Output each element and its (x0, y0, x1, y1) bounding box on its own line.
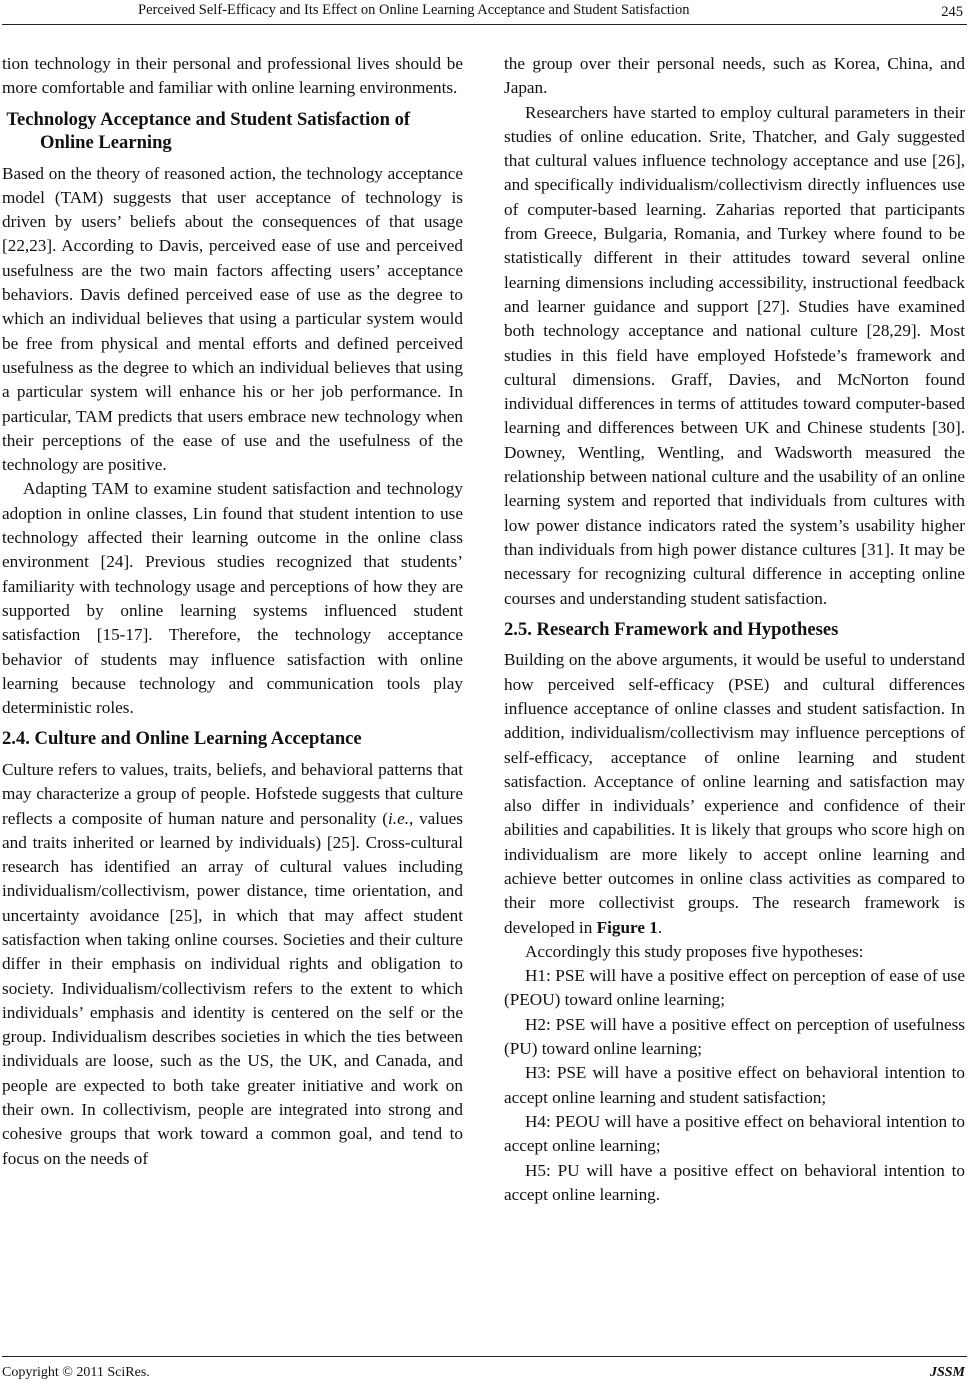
running-title: Perceived Self-Efficacy and Its Effect on Online Learning Acceptance and Student Satisfaction (138, 2, 690, 18)
right-column (504, 52, 965, 1207)
paragraph-culture: Culture refers to values, traits, beliefs, and behavioral patterns that may characterize a group of people. Hofstede suggests that culture reflects a composite of human nature and personality (i.e., values and traits inherited or learned by individuals) [25]. Cross-cultural research has identified an array of cultural values including individualism/collectivism, power distance, time orientation, and uncertainty avoidance [25], in which that may affect student satisfaction when taking online courses. Societies and their culture differ in their emphasis on individual rights and obligation to society. Individualism/collectivism refers to the extent to which individuals’ emphasis and identity is centered on the self or the group. Individualism describes societies in which the ties between individuals are loose, such as the US, the UK, and Canada, and people are expected to both take greater initiative and work on their own. In collectivism, people are integrated into strong and cohesive groups that work toward a common goal, and tend to focus on the needs of (2, 759, 463, 1168)
left-column (2, 52, 463, 1171)
paragraph-tam-adapting: Adapting TAM to examine student satisfaction and technology adoption in online classes, Lin found that student intention to use technology affected their learning outcome in the online class environment [24]. Previous studies recognized that students’ familiarity with technology usage and perceptions of how they are supported by online learning systems influenced student satisfaction [15-17]. Therefore, the technology acceptance behavior of students may influence satisfaction with online learning because technology and communication tools play deterministic roles. (2, 479, 463, 718)
hypothesis-h1: H1: PSE will have a positive effect on perception of ease of use (PEOU) toward online learning; (504, 966, 965, 1010)
footer-divider (2, 1356, 967, 1357)
paragraph-continued-right: the group over their personal needs, such as Korea, China, and Japan. (504, 54, 965, 98)
section-heading-2-5: 2.5. Research Framework and Hypotheses (504, 618, 839, 640)
italic-abbrev: i.e. (388, 808, 409, 828)
hypothesis-h3: H3: PSE will have a positive effect on behavioral intention to accept online learning and student satisfaction; (504, 1063, 965, 1107)
copyright-notice: Copyright © 2011 SciRes. (2, 1365, 150, 1380)
journal-abbrev: JSSM (929, 1365, 965, 1380)
section-heading-2-4: 2.4. Culture and Online Learning Acceptance (2, 728, 362, 750)
header-divider (2, 24, 967, 25)
hypothesis-h2: H2: PSE will have a positive effect on perception of usefulness (PU) toward online learning; (504, 1014, 965, 1059)
paragraph-tam-definition: Based on the theory of reasoned action, the technology acceptance model (TAM) suggests that user acceptance of technology is driven by users’ beliefs about the consequences of that usage [22,23]. According to Davis, perceived ease of use and perceived usefulness are the two main factors affecting users’ acceptance behaviors. Davis defined perceived ease of use as the degree to which an individual believes that using a particular system would be free from physical and mental efforts and defined perceived usefulness as the degree to which an individual believes that using a particular system will enhance his or her job performance. In particular, TAM predicts that users embrace new technology when their perceptions of the ease of use and the usefulness of the technology are positive. (2, 163, 463, 475)
section-heading-2-3 (2, 108, 463, 155)
paragraph-continued-left: tion technology in their personal and professional lives should be more comfortable and familiar with online learning environments. (2, 54, 463, 98)
paragraph-cultural-parameters: Researchers have started to employ cultural parameters in their studies of online education. Srite, Thatcher, and Galy suggested that cultural values influence technology acceptance and use [26], and specifically individualism/collectivism directly influences use of computer-based learning. Zaharias reported that participants from Greece, Bulgaria, Romania, and Turkey where found to be statistically different in their attitudes toward several online learning dimensions including accessibility, instructional feedback and learner guidance and support [27]. Studies have examined both technology acceptance and national culture [28,29]. Most studies in this field have employed Hofstede’s framework and cultural dimensions. Graff, Davies, and McNorton found individual differences in terms of attitudes toward computer-based learning and differences between UK and Chinese students [30]. Downey, Wentling, Wentling, and Wadsworth measured the relationship between national culture and the usability of an online learning system and reported that individuals from cultures with low power distance indicators rated the system’s usability higher than individuals from high power distance cultures [31]. It may be necessary for recognizing cultural difference in accepting online courses and understanding student satisfaction. (504, 102, 965, 608)
hypothesis-h5: H5: PU will have a positive effect on behavioral intention to accept online learning. (504, 1160, 965, 1204)
paragraph-hypotheses-intro: Accordingly this study proposes five hypotheses: (525, 941, 864, 961)
hypothesis-h4: H4: PEOU will have a positive effect on behavioral intention to accept online learning; (504, 1111, 965, 1156)
paragraph-framework: Building on the above arguments, it would be useful to understand how perceived self-efficacy (PSE) and cultural differences influence acceptance of online classes and student satisfaction. In addition, individualism/collectivism may influence perceptions of self-efficacy, acceptance of online learning and student satisfaction. Acceptance of online learning and satisfaction may also differ in individuals’ experience and confidence of their abilities and capabilities. It is likely that groups who score high on individualism are more likely to accept online learning and achieve better outcomes in online class activities as compared to their more collectivist groups. The research framework is developed in Figure 1. (504, 650, 965, 937)
running-header (0, 0, 969, 22)
figure-reference: Figure 1 (596, 917, 658, 937)
page-number: 245 (941, 4, 963, 20)
section-title: Technology Acceptance and Student Satisfaction of Online Learning (6, 108, 411, 154)
